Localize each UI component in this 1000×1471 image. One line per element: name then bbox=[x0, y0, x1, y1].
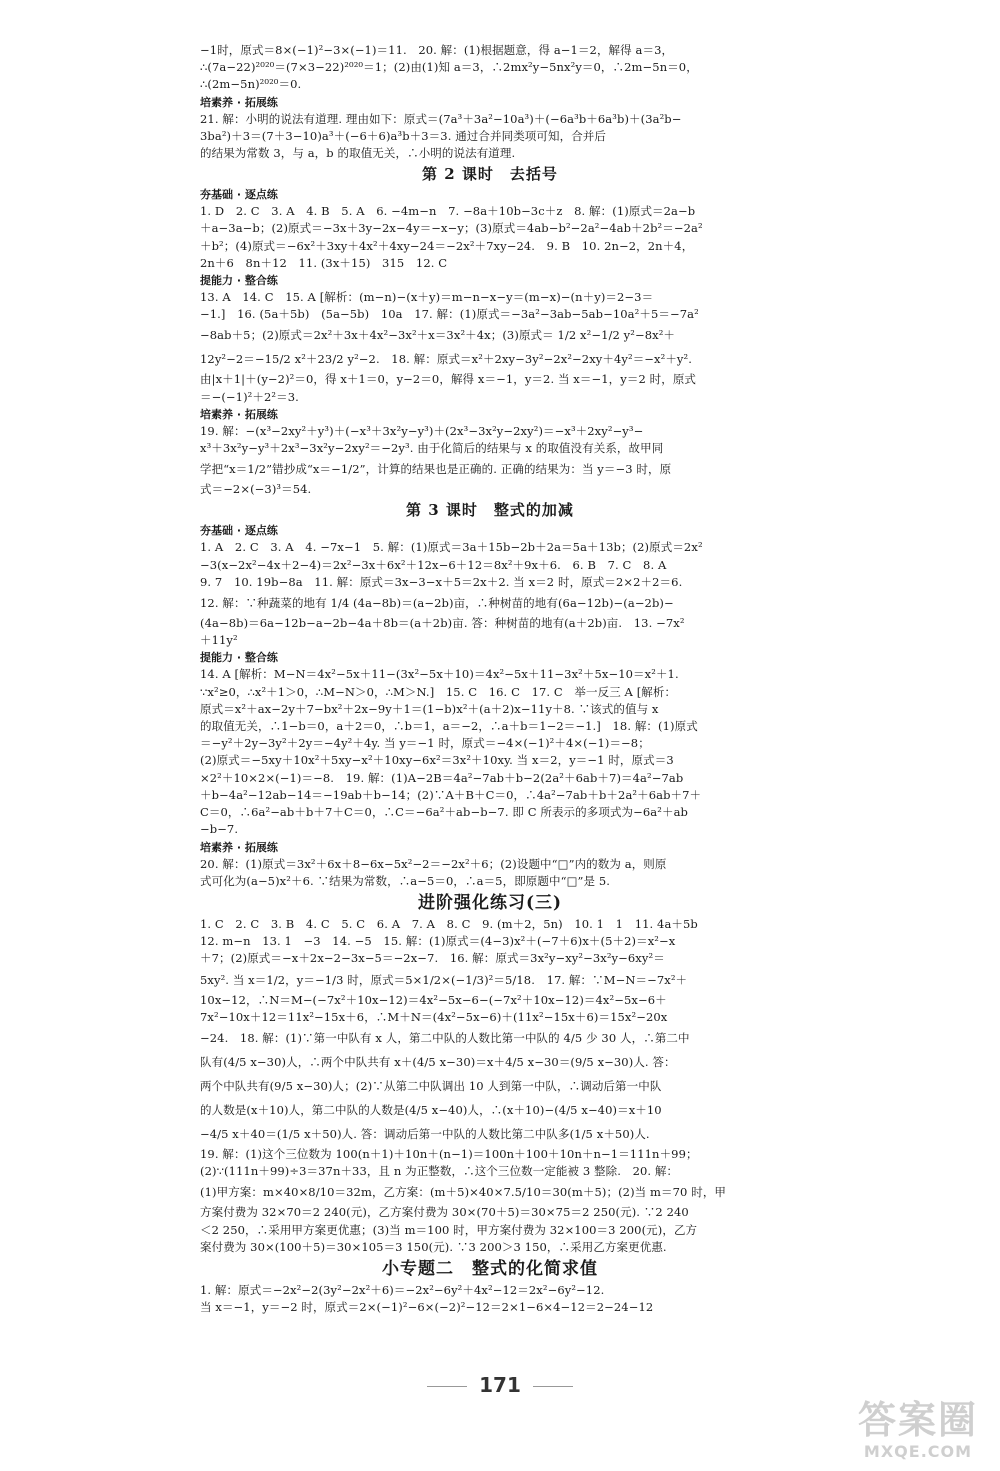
text-line: 14. A [解析：M−N＝4x²−5x＋11−(3x²−5x＋10)＝4x²−5x＋11−3x²＋5x−10＝x²＋1. bbox=[200, 667, 679, 682]
text-line: 的人数是(x＋10)人，第二中队的人数是(4/5 x−40)人，∴(x＋10)−(4/5 x−40)＝x＋10 bbox=[200, 1102, 662, 1117]
section-heading: 小专题二 整式的化简求值 bbox=[382, 1258, 598, 1279]
page-number: 171 bbox=[0, 1373, 1000, 1397]
text-line: 3ba²)＋3＝(7＋3−10)a³＋(−6＋6)a³b＋3＝3. 通过合并同类项可知，合并后 bbox=[200, 128, 607, 143]
text-line: 9. 7 10. 19b−8a 11. 解：原式＝3x−3−x＋5＝2x＋2. 当 x＝2 时，原式＝2×2＋2＝6. bbox=[200, 574, 683, 589]
text-line: (2)原式＝−5xy＋10x²＋5xy−x²＋10xy−6x²＝3x²＋10xy. 当 x＝2，y＝−1 时，原式＝3 bbox=[200, 753, 674, 768]
text-line: 20. 解：(1)原式＝3x²＋6x＋8−6x−5x²−2＝−2x²＋6；(2)设题中“□”内的数为 a，则原 bbox=[200, 856, 667, 871]
watermark-url: MXQE.COM bbox=[863, 1442, 973, 1461]
text-line: −24. 18. 解：(1)∵第一中队有 x 人，第二中队的人数比第一中队的 4/5 少 30 人，∴第二中 bbox=[200, 1030, 690, 1045]
section-label: 培素养 · 拓展练 bbox=[200, 840, 278, 854]
text-line: (4a−8b)＝6a−12b−a−2b−4a＋8b＝(a＋2b)亩. 答：种树苗的地有(a＋2b)亩. 13. −7x² bbox=[200, 616, 685, 631]
text-line: ∴(2m−5n)²⁰²⁰＝0. bbox=[200, 77, 302, 92]
text-line: ∵x²≥0，∴x²＋1＞0，∴M−N＞0，∴M＞N.] 15. C 16. C 17. C 举一反三 A [解析： bbox=[200, 684, 677, 699]
text-line: 1. D 2. C 3. A 4. B 5. A 6. −4m−n 7. −8a＋10b−3c＋z 8. 解：(1)原式＝2a−b bbox=[200, 204, 696, 219]
text-line: 12. m−n 13. 1 −3 14. −5 15. 解：(1)原式＝(4−3)x²＋(−7＋6)x＋(5＋2)＝x²−x bbox=[200, 934, 676, 949]
text-line: ＋b−4a²−12ab−14＝−19ab＋b−14；(2)∵A＋B＋C＝0，∴4a²−7ab＋b＋2a²＋6ab＋7＋ bbox=[200, 787, 702, 802]
text-line: 式可化为(a−5)x²＋6. ∵结果为常数，∴a−5＝0，∴a＝5，即原题中“□”是 5. bbox=[200, 873, 611, 888]
section-heading: 第 3 课时 整式的加减 bbox=[406, 501, 574, 520]
text-line: ＋7；(2)原式＝−x＋2x−2−3x−5＝−2x−7. 16. 解：原式＝3x²y−xy²−3x²y−6xy²＝ bbox=[200, 951, 665, 966]
text-line: ＝−y²＋2y−3y²＋2y＝−4y²＋4y. 当 y＝−1 时，原式＝−4×(−1)²＋4×(−1)＝−8； bbox=[200, 736, 650, 751]
text-line: 原式＝x²＋ax−2y＋7−bx²＋2x−9y＋1＝(1−b)x²＋(a＋2)x−11y＋8. ∵该式的值与 x bbox=[200, 701, 659, 716]
text-line: 由|x＋1|＋(y−2)²＝0，得 x＋1＝0，y−2＝0，解得 x＝−1，y＝2. 当 x＝−1，y＝2 时，原式 bbox=[200, 372, 697, 387]
text-line: 13. A 14. C 15. A [解析：(m−n)−(x＋y)＝m−n−x−y＝(m−x)−(n＋y)＝2−3＝ bbox=[200, 290, 654, 305]
text-line: 的结果为常数 3，与 a，b 的取值无关，∴小明的说法有道理. bbox=[200, 146, 516, 161]
answer-content bbox=[200, 42, 780, 1316]
text-line: 7x²−10x＋12＝11x²−15x＋6，∴M＋N＝(4x²−5x−6)＋(11x²−15x＋6)＝15x²−20x bbox=[200, 1009, 668, 1024]
text-line: −8ab＋5；(2)原式＝2x²＋3x＋4x²−3x²＋x＝3x²＋4x；(3)原式＝ 1/2 x²−1/2 y²−8x²＋ bbox=[200, 328, 676, 343]
text-line: ＋b²；(4)原式＝−6x²＋3xy＋4x²＋4xy−24＝−2x²＋7xy−24. 9. B 10. 2n−2，2n＋4， bbox=[200, 238, 694, 253]
text-line: 19. 解：(1)这个三位数为 100(n＋1)＋10n＋(n−1)＝100n＋100＋10n＋n−1＝111n＋99； bbox=[200, 1146, 698, 1161]
text-line: 案付费为 30×(100＋5)＝30×105＝3 150(元). ∵3 200＞3 150，∴采用乙方案更优惠. bbox=[200, 1239, 667, 1254]
text-line: (1)甲方案：m×40×8/10＝32m，乙方案：(m＋5)×40×7.5/10＝30(m＋5)；(2)当 m＝70 时，甲 bbox=[200, 1185, 727, 1200]
text-line: 学把“x＝1/2”错抄成“x＝−1/2”，计算的结果也是正确的. 正确的结果为：当 y＝−3 时，原 bbox=[200, 462, 672, 477]
section-label: 培素养 · 拓展练 bbox=[200, 407, 278, 421]
section-label: 夯基础 · 逐点练 bbox=[200, 524, 278, 538]
text-line: 方案付费为 32×70＝2 240(元)，乙方案付费为 30×(70＋5)＝30×75＝2 250(元). ∵2 240 bbox=[200, 1205, 689, 1220]
text-line: ＋11y² bbox=[200, 633, 238, 648]
text-line: −3(x−2x²−4x＋2−4)＝2x²−3x＋6x²＋12x−6＋12＝8x²＋9x＋6. 6. B 7. C 8. A bbox=[200, 557, 667, 572]
section-heading: 第 2 课时 去括号 bbox=[422, 165, 558, 184]
section-label: 提能力 · 整合练 bbox=[200, 274, 278, 288]
text-line: 12y²−2＝−15/2 x²＋23/2 y²−2. 18. 解：原式＝x²＋2xy−3y²−2x²−2xy＋4y²＝−x²＋y². bbox=[200, 352, 692, 367]
text-line: 当 x＝−1，y＝−2 时，原式＝2×(−1)²−6×(−2)²−12＝2×1−6×4−12＝2−24−12 bbox=[200, 1300, 654, 1315]
text-line: x³＋3x²y−y³＋2x³−3x²y−2xy²＝−2y³. 由于化简后的结果与 x 的取值没有关系，故甲同 bbox=[200, 441, 664, 456]
text-line: 队有(4/5 x−30)人，∴两个中队共有 x＋(4/5 x−30)＝x＋4/5 x−30＝(9/5 x−30)人. 答： bbox=[200, 1054, 676, 1069]
section-label: 培素养 · 拓展练 bbox=[200, 95, 278, 109]
section-heading: 进阶强化练习(三) bbox=[417, 892, 563, 913]
text-line: 19. 解：−(x³−2xy²＋y³)＋(−x³＋3x²y−y³)＋(2x³−3x²y−2xy²)＝−x³＋2xy²−y³− bbox=[200, 423, 644, 438]
text-line: 式＝−2×(−3)³＝54. bbox=[200, 482, 312, 497]
text-line: −4/5 x＋40＝(1/5 x＋50)人. 答：调动后第一中队的人数比第二中队多(1/5 x＋50)人. bbox=[200, 1126, 650, 1141]
section-label: 提能力 · 整合练 bbox=[200, 651, 278, 665]
text-line: 1. 解：原式＝−2x²−2(3y²−2x²＋6)＝−2x²−6y²＋4x²−12＝2x²−6y²−12. bbox=[200, 1282, 605, 1297]
text-line: ＜2 250，∴采用甲方案更优惠；(3)当 m＝100 时，甲方案付费为 32×100＝3 200(元)，乙方 bbox=[200, 1222, 698, 1237]
text-line: −b−7. bbox=[200, 822, 239, 837]
text-line: 12. 解：∵种蔬菜的地有 1/4 (4a−8b)＝(a−2b)亩，∴种树苗的地有(6a−12b)−(a−2b)− bbox=[200, 596, 674, 611]
watermark bbox=[858, 1398, 978, 1461]
text-line: −1时，原式＝8×(−1)²−3×(−1)＝11. 20. 解：(1)根据题意，得 a−1＝2，解得 a＝3， bbox=[200, 43, 674, 57]
text-line: 5xy². 当 x＝1/2，y＝−1/3 时，原式＝5×1/2×(−1/3)²＝5/18. 17. 解：∵M−N＝−7x²＋ bbox=[200, 972, 688, 987]
text-line: 10x−12，∴N＝M−(−7x²＋10x−12)＝4x²−5x−6−(−7x²＋10x−12)＝4x²−5x−6＋ bbox=[200, 992, 667, 1007]
text-line: 1. A 2. C 3. A 4. −7x−1 5. 解：(1)原式＝3a＋15b−2b＋2a＝5a＋13b；(2)原式＝2x² bbox=[200, 540, 703, 555]
text-line: ×2²＋10×2×(−1)＝−8. 19. 解：(1)A−2B＝4a²−7ab＋b−2(2a²＋6ab＋7)＝4a²−7ab bbox=[200, 770, 684, 785]
watermark-logo: 答案圈 bbox=[857, 1398, 978, 1442]
text-line: ＝−(−1)²＋2²＝3. bbox=[200, 389, 299, 404]
text-line: ＋a−3a−b；(2)原式＝−3x＋3y−2x−4y＝−x−y；(3)原式＝4ab−b²−2a²−4ab＋2b²＝−2a² bbox=[200, 221, 703, 236]
text-line: −1.] 16. (5a＋5b) (5a−5b) 10a 17. 解：(1)原式＝−3a²−3ab−5ab−10a²＋5＝−7a² bbox=[200, 307, 699, 322]
text-line: 1. C 2. C 3. B 4. C 5. C 6. A 7. A 8. C 9. (m＋2，5n) 10. 1 1 11. 4a＋5b bbox=[200, 916, 698, 931]
text-line: ∴(7a−22)²⁰²⁰＝(7×3−22)²⁰²⁰＝1；(2)由(1)知 a＝3，∴2mx²y−5nx²y＝0，∴2m−5n＝0， bbox=[200, 60, 698, 75]
text-line: (2)∵(111n＋99)÷3＝37n＋33，且 n 为正整数，∴这个三位数一定能被 3 整除. 20. 解： bbox=[200, 1164, 679, 1179]
text-line: 21. 解：小明的说法有道理. 理由如下：原式＝(7a³＋3a²−10a³)＋(−6a³b＋6a³b)＋(3a²b− bbox=[200, 111, 682, 126]
text-line: 两个中队共有(9/5 x−30)人；(2)∵从第二中队调出 10 人到第一中队，∴调动后第一中队 bbox=[200, 1078, 662, 1093]
text-line: 的取值无关，∴1−b＝0，a＋2＝0，∴b＝1，a＝−2，∴a＋b＝1−2＝−1.] 18. 解：(1)原式 bbox=[200, 719, 698, 734]
section-label: 夯基础 · 逐点练 bbox=[200, 188, 278, 202]
text-line: C＝0，∴6a²−ab＋b＋7＋C＝0，∴C＝−6a²＋ab−b−7. 即 C 所表示的多项式为−6a²＋ab bbox=[200, 805, 688, 820]
text-line: 2n＋6 8n＋12 11. (3x＋15) 315 12. C bbox=[200, 255, 448, 270]
